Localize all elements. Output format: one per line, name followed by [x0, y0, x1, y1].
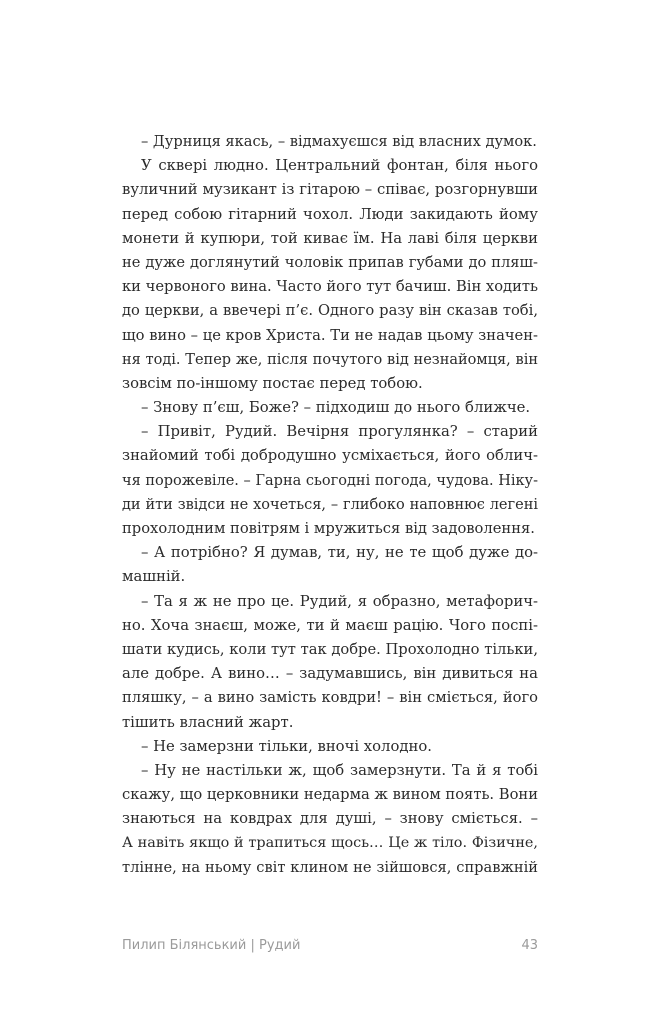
text-line: – Дурниця якась, – відмахуєшся від власних думок. [141, 133, 537, 150]
text-line: тлінне, на ньому світ клином не зійшовся, справжній [122, 858, 538, 876]
text-line: що вино – це кров Христа. Ти не надав цьому значен- [122, 326, 538, 344]
text-line: знайомий тобі добродушно усміхається, його облич- [122, 447, 538, 465]
text-line: перед собою гітарний чохол. Люди закидають йому [122, 205, 538, 223]
text-line: ки червоного вина. Часто його тут бачиш. Він ходить [122, 278, 538, 296]
text-line: монети й купюри, той киває їм. На лаві біля церкви [122, 229, 538, 247]
text-line: знаються на ковдрах для душі, – знову сміється. – [122, 810, 538, 828]
text-line: чя порожевіле. – Гарна сьогодні погода, чудова. Ніку- [122, 472, 538, 489]
text-line: не дуже доглянутий чоловік припав губами до пляш- [122, 253, 538, 271]
text-line: вуличний музикант із гітарою – співає, розгорнувши [122, 181, 538, 199]
text-line: скажу, що церковники недарма ж вином поять. Вони [122, 786, 538, 804]
text-line: – Не замерзни тільки, вночі холодно. [141, 737, 432, 755]
text-line: ди йти звідси не хочеться, – глибоко наповнює легені [122, 496, 538, 513]
text-line: – Привіт, Рудий. Вечірня прогулянка? – старий [141, 423, 538, 441]
text-line: до церкви, а ввечері п’є. Одного разу він сказав тобі, [122, 302, 538, 320]
text-line: – Та я ж не про це. Рудий, я образно, метафорич- [141, 592, 538, 610]
text-line: тішить власний жарт. [122, 713, 294, 731]
text-line: машній. [122, 568, 186, 586]
text-line: пляшку, – а вино замість ковдри! – він сміється, його [122, 689, 538, 707]
running-title: Пилип Білянський | Рудий [122, 938, 301, 953]
text-line: – А потрібно? Я думав, ти, ну, не те щоб дуже до- [141, 544, 538, 562]
page-number: 43 [521, 938, 538, 953]
text-line: прохолодним повітрям і мружиться від задоволення. [122, 520, 535, 537]
text-line: У сквері людно. Центральний фонтан, біля нього [141, 157, 538, 175]
text-line: А навіть якщо й трапиться щось… Це ж тіло. Фізичне, [122, 835, 538, 852]
body-text [122, 130, 538, 880]
text-line: шати кудись, коли тут так добре. Прохолодно тільки, [122, 640, 538, 658]
text-line: – Знову п’єш, Боже? – підходиш до нього ближче. [141, 399, 531, 417]
text-line: – Ну не настільки ж, щоб замерзнути. Та й я тобі [141, 761, 538, 779]
text-line: ня тоді. Тепер же, після почутого від незнайомця, він [122, 351, 538, 368]
text-line: зовсім по-іншому постає перед тобою. [122, 374, 423, 392]
text-line: але добре. А вино… – задумавшись, він дивиться на [122, 665, 538, 683]
text-line: но. Хоча знаєш, може, ти й маєш рацію. Чого поспі- [122, 616, 538, 634]
